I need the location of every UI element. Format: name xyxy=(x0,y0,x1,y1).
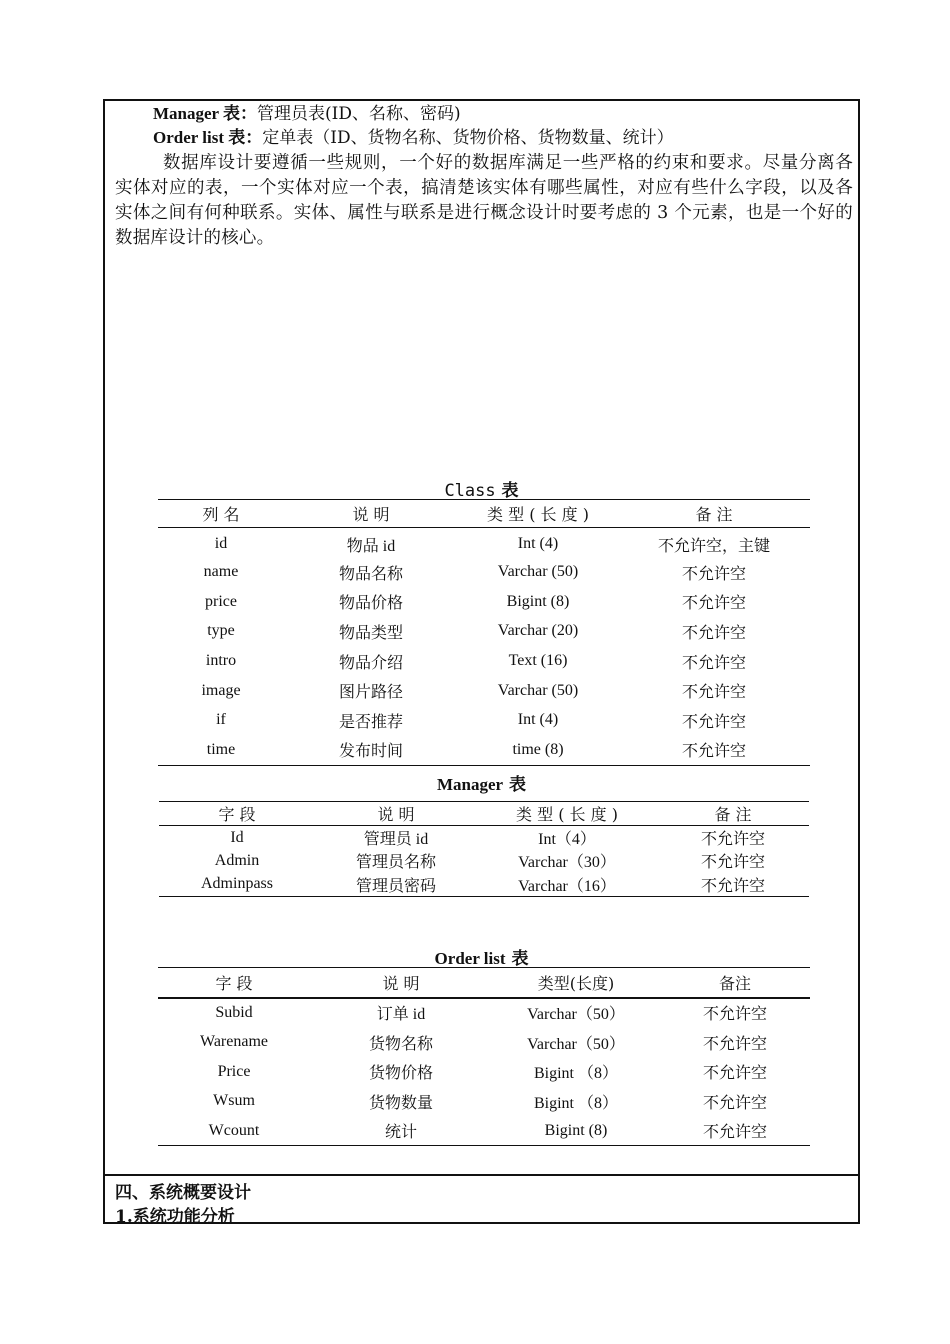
table-cell: Id xyxy=(230,828,244,846)
table-cell: 物品价格 xyxy=(338,595,403,613)
table-cell: 不允许空 xyxy=(702,1065,767,1083)
table-cell: 物品名称 xyxy=(338,565,403,583)
table-cell: Varchar（50） xyxy=(527,1006,625,1024)
order-text: 定单表（ID、货物名称、货物价格、货物数量、统计） xyxy=(262,128,674,148)
table-cell: Varchar（16） xyxy=(518,877,616,895)
table-cell: 管理员 id xyxy=(363,831,429,848)
table-row xyxy=(158,1116,810,1146)
table-cell: Wcount xyxy=(208,1121,260,1139)
table-cell: 统计 xyxy=(384,1124,417,1142)
table-row xyxy=(159,849,809,873)
order-label: Order list 表： xyxy=(153,128,263,147)
table-row xyxy=(158,557,810,587)
column-header: 备注 xyxy=(718,973,751,993)
table-cell: 物品介绍 xyxy=(338,654,403,672)
order-table-caption: Order list 表 xyxy=(434,949,529,969)
column-header: 说 明 xyxy=(377,805,415,824)
table-cell: 不允许空 xyxy=(700,854,765,872)
column-header: 类 型 ( 长 度 ) xyxy=(487,505,589,524)
table-cell: Varchar (50) xyxy=(497,681,579,699)
design-paragraph: 数据库设计要遵循一些规则，一个好的数据库满足一些严格的约束和要求。尽量分离各实体对应的表，一个实体对应一个表，搞清楚该实体有哪些属性，对应有些什么字段，以及各实体之间有何种联系。实体、属性与联系是进行概念设计时要考虑的 3 个元素，也是一个好的数据库设计的核心。 xyxy=(115,153,853,248)
table-cell: if xyxy=(216,711,226,729)
order-table xyxy=(158,967,810,1146)
manager-table-caption: Manager 表 xyxy=(436,775,526,795)
manager-label: Manager 表： xyxy=(153,104,258,123)
section-subtitle: 1.系统功能分析 xyxy=(115,1207,235,1227)
table-cell: Varchar (20) xyxy=(497,622,579,640)
table-cell: Int（4） xyxy=(538,831,596,848)
table-cell: type xyxy=(207,622,235,640)
section-divider xyxy=(105,1174,858,1176)
table-cell: 不允许空 xyxy=(681,743,746,761)
table-header-row xyxy=(158,500,810,528)
order-line xyxy=(153,126,674,150)
table-cell: 不允许空 xyxy=(681,624,746,642)
table-cell: Subid xyxy=(215,1003,253,1021)
table-cell: 不允许空 xyxy=(681,684,746,702)
table-row xyxy=(158,676,810,706)
table-cell: 不允许空 xyxy=(702,1124,767,1142)
table-cell: Wsum xyxy=(213,1092,255,1110)
table-cell: Varchar (50) xyxy=(497,563,579,581)
table-row xyxy=(158,998,810,1028)
table-header-row xyxy=(159,802,809,826)
table-cell: Text (16) xyxy=(508,652,568,670)
column-header: 字 段 xyxy=(218,805,256,824)
table-cell: intro xyxy=(205,652,237,670)
table-cell: Int (4) xyxy=(517,711,559,729)
table-cell: image xyxy=(201,681,241,699)
table-cell: 物品 id xyxy=(346,537,396,555)
table-cell: 不允许空 xyxy=(681,654,746,672)
table-cell: name xyxy=(203,563,239,581)
table-cell: 不允许空 xyxy=(681,565,746,583)
table-row xyxy=(158,587,810,617)
column-header: 备 注 xyxy=(695,505,733,524)
table-row xyxy=(158,735,810,765)
table-cell: 不允许空 xyxy=(700,877,765,895)
table-row xyxy=(158,646,810,676)
column-header: 字 段 xyxy=(215,973,253,993)
manager-table-body xyxy=(159,826,809,897)
manager-table xyxy=(159,801,809,897)
table-cell: 不允许空 xyxy=(702,1035,767,1053)
table-row xyxy=(158,1027,810,1057)
column-header: 类 型 ( 长 度 ) xyxy=(516,805,618,824)
table-header-row xyxy=(158,968,810,998)
table-cell: time xyxy=(206,740,236,758)
class-table-body xyxy=(158,528,810,766)
table-cell: price xyxy=(205,592,237,610)
manager-text: 管理员表(ID、名称、密码) xyxy=(257,104,461,124)
table-cell: 货物名称 xyxy=(368,1035,433,1053)
table-cell: 订单 id xyxy=(376,1006,426,1024)
column-header: 说 明 xyxy=(382,973,420,993)
table-cell: Bigint (8) xyxy=(506,592,570,610)
table-cell: Int (4) xyxy=(517,535,559,553)
table-cell: Adminpass xyxy=(201,875,273,892)
table-row xyxy=(158,706,810,736)
table-row xyxy=(159,873,809,897)
table-cell: 物品类型 xyxy=(338,624,403,642)
column-header: 类型(长度) xyxy=(537,973,615,993)
table-row xyxy=(159,826,809,850)
table-cell: Bigint （8） xyxy=(533,1065,618,1083)
class-table-caption: Class 表 xyxy=(444,481,519,501)
order-table-body xyxy=(158,998,810,1146)
table-cell: 图片路径 xyxy=(338,684,403,702)
column-header: 备 注 xyxy=(714,805,752,824)
table-row xyxy=(158,1087,810,1117)
column-header: 说 明 xyxy=(352,505,390,524)
table-cell: Warename xyxy=(200,1033,268,1051)
table-cell: 不允许空 xyxy=(681,713,746,731)
class-table xyxy=(158,499,810,766)
table-cell: Bigint (8) xyxy=(544,1121,608,1139)
table-cell: Varchar（30） xyxy=(518,854,616,872)
table-cell: 发布时间 xyxy=(338,743,403,761)
manager-line xyxy=(153,102,461,126)
table-row xyxy=(158,1057,810,1087)
column-header: 列 名 xyxy=(202,505,240,524)
table-cell: 不允许空，主键 xyxy=(657,537,770,555)
document-frame xyxy=(103,99,860,1227)
table-cell: time (8) xyxy=(512,740,564,758)
table-cell: 不允许空 xyxy=(702,1094,767,1112)
table-row xyxy=(158,617,810,647)
table-cell: Price xyxy=(217,1062,251,1080)
table-cell: 管理员名称 xyxy=(355,854,436,872)
table-cell: 不允许空 xyxy=(700,831,765,848)
table-cell: id xyxy=(214,535,228,553)
table-cell: 货物价格 xyxy=(368,1065,433,1083)
table-cell: 不允许空 xyxy=(681,595,746,613)
table-cell: Bigint （8） xyxy=(533,1094,618,1112)
table-row xyxy=(158,528,810,558)
table-cell: Varchar（50） xyxy=(527,1035,625,1053)
table-cell: 是否推荐 xyxy=(338,713,403,731)
section-title: 四、系统概要设计 xyxy=(115,1183,251,1203)
table-cell: Admin xyxy=(214,851,260,869)
table-cell: 货物数量 xyxy=(368,1094,433,1112)
table-cell: 不允许空 xyxy=(702,1006,767,1024)
table-cell: 管理员密码 xyxy=(355,877,436,895)
